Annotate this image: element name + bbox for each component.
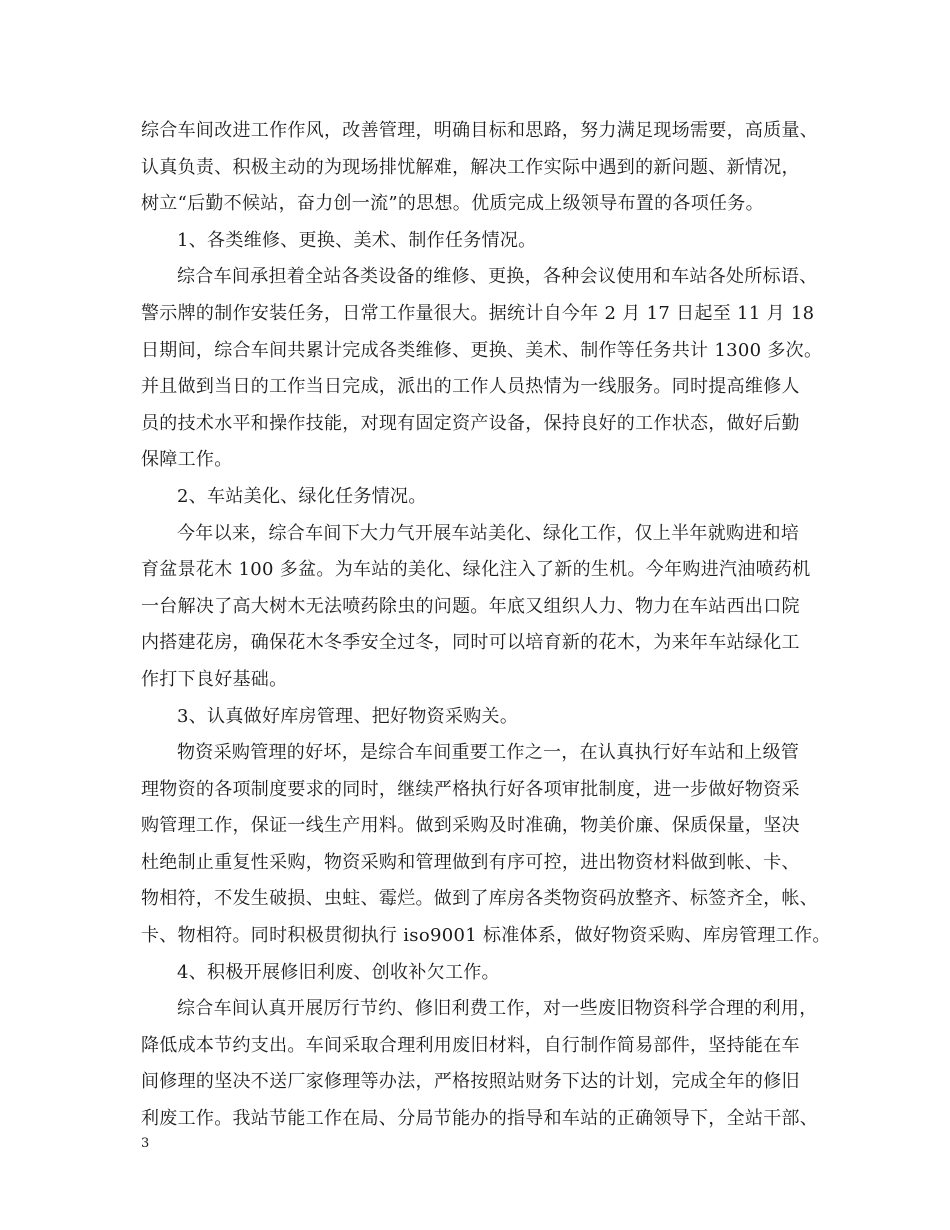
- body-text: [141, 113, 831, 1138]
- page-number: 3: [141, 1136, 150, 1151]
- text-line: 利废工作。我站节能工作在局、分局节能办的指导和车站的正确领导下，全站干部、: [141, 1108, 819, 1130]
- text-line: 卡、物相符。同时积极贯彻执行 iso9001 标准体系，做好物资采购、库房管理工作。: [141, 925, 831, 947]
- text-line: 综合车间认真开展厉行节约、修旧利费工作，对一些废旧物资科学合理的利用，: [177, 998, 818, 1020]
- text-line: 3、认真做好库房管理、把好物资采购关。: [177, 705, 519, 727]
- text-line: 今年以来，综合车间下大力气开展车站美化、绿化工作，仅上半年就购进和培: [177, 522, 800, 544]
- text-line: 1、各类维修、更换、美术、制作任务情况。: [177, 229, 537, 251]
- text-line: 警示牌的制作安装任务，日常工作量很大。据统计自今年 2 月 17 日起至 11 月 18: [141, 302, 815, 324]
- text-line: 一台解决了高大树木无法喷药除虫的问题。年底又组织人力、物力在车站西出口院: [141, 595, 800, 617]
- text-line: 物相符，不发生破损、虫蛀、霉烂。做到了库房各类物资码放整齐、标签齐全，帐、: [141, 888, 819, 910]
- text-line: 理物资的各项制度要求的同时，继续严格执行好各项审批制度，进一步做好物资采: [141, 778, 800, 800]
- text-line: 间修理的坚决不送厂家修理等办法，严格按照站财务下达的计划，完成全年的修旧: [141, 1071, 800, 1093]
- text-line: 员的技术水平和操作技能，对现有固定资产设备，保持良好的工作状态，做好后勤: [141, 412, 800, 434]
- text-line: 4、积极开展修旧利废、创收补欠工作。: [177, 961, 500, 983]
- text-line: 2、车站美化、绿化任务情况。: [177, 485, 427, 507]
- text-line: 保障工作。: [141, 449, 233, 471]
- text-line: 作打下良好基础。: [141, 668, 288, 690]
- text-line: 综合车间承担着全站各类设备的维修、更换，各种会议使用和车站各处所标语、: [177, 266, 818, 288]
- text-line: 育盆景花木 100 多盆。为车站的美化、绿化注入了新的生机。今年购进汽油喷药机: [141, 559, 811, 581]
- text-line: 并且做到当日的工作当日完成，派出的工作人员热情为一线服务。同时提高维修人: [141, 376, 800, 398]
- text-line: 内搭建花房，确保花木冬季安全过冬，同时可以培育新的花木，为来年车站绿化工: [141, 632, 800, 654]
- text-line: 物资采购管理的好坏，是综合车间重要工作之一，在认真执行好车站和上级管: [177, 742, 800, 764]
- text-line: 降低成本节约支出。车间采取合理利用废旧材料，自行制作简易部件，坚持能在车: [141, 1034, 800, 1056]
- text-line: 认真负责、积极主动的为现场排忧解难，解决工作实际中遇到的新问题、新情况，: [141, 156, 800, 178]
- text-line: 购管理工作，保证一线生产用料。做到采购及时准确，物美价廉、保质保量，坚决: [141, 815, 800, 837]
- text-line: 树立“后勤不候站，奋力创一流”的思想。优质完成上级领导布置的各项任务。: [141, 193, 764, 215]
- text-line: 杜绝制止重复性采购，物资采购和管理做到有序可控，进出物资材料做到帐、卡、: [141, 851, 800, 873]
- text-line: 日期间，综合车间共累计完成各类维修、更换、美术、制作等任务共计 1300 多次。: [141, 339, 823, 361]
- text-line: 综合车间改进工作作风，改善管理，明确目标和思路，努力满足现场需要，高质量、: [141, 120, 819, 141]
